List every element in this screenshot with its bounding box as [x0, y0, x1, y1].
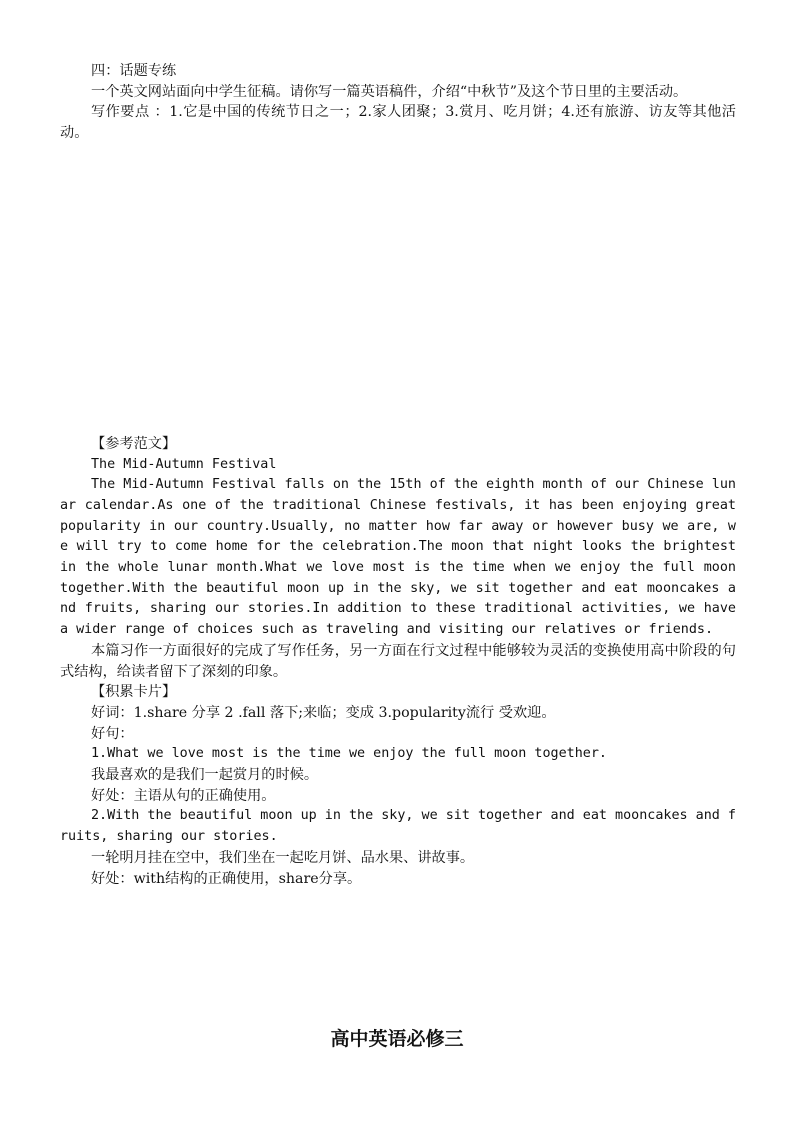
card-heading: 【积累卡片】 — [91, 684, 177, 701]
sentence-2-note: 好处：with结构的正确使用，share分享。 — [91, 870, 362, 887]
sentence-1-chinese: 我最喜欢的是我们一起赏月的时候。 — [91, 767, 319, 784]
sentence-1-note: 好处：主语从句的正确使用。 — [91, 787, 276, 804]
model-title: The Mid-Autumn Festival — [91, 456, 277, 472]
task-points: 写作要点 ：1.它是中国的传统节日之一；2.家人团聚；3.赏月、吃月饼；4.还有旅游、访友等其他活动。 — [60, 104, 736, 142]
footer-title: 高中英语必修三 — [330, 1028, 464, 1050]
task-prompt: 一个英文网站面向中学生征稿。请你写一篇英语稿件，介绍“中秋节”及这个节日里的主要活动。 — [91, 83, 688, 100]
model-body: The Mid-Autumn Festival falls on the 15th of the eighth month of our Chinese lunar calendar.As one of the traditional Chinese festivals, it has been enjoying great popularity in our country.Usually, no matter how far away or however busy we are, we will try to come home for the celebration.The moon that night looks the brightest in the whole lunar month.What we love most is the time when we enjoy the full moon together.With the beautiful moon up in the sky, we sit together and eat mooncakes and fruits, sharing our stories.In addition to these traditional activities, we have a wider range of choices such as traveling and visiting our relatives or friends. — [60, 477, 736, 638]
sentence-1-english: 1.What we love most is the time we enjoy the full moon together. — [91, 746, 607, 762]
document-page — [60, 61, 736, 889]
task-heading: 四：话题专练 — [91, 63, 177, 79]
answer-space — [60, 144, 736, 434]
model-heading: 【参考范文】 — [91, 435, 177, 452]
card-words: 好词：1.share 分享 2 .fall 落下;来临；变成 3.popularity流行 受欢迎。 — [91, 704, 556, 721]
model-comment: 本篇习作一方面很好的完成了写作任务，另一方面在行文过程中能够较为灵活的变换使用高中阶段的句式结构，给读者留下了深刻的印象。 — [60, 642, 736, 680]
sentence-2-english: 2.With the beautiful moon up in the sky, we sit together and eat mooncakes and fruits, sharing our stories. — [60, 808, 736, 845]
sentence-2-chinese: 一轮明月挂在空中，我们坐在一起吃月饼、品水果、讲故事。 — [91, 849, 475, 866]
card-sentences-label: 好句： — [91, 725, 134, 742]
